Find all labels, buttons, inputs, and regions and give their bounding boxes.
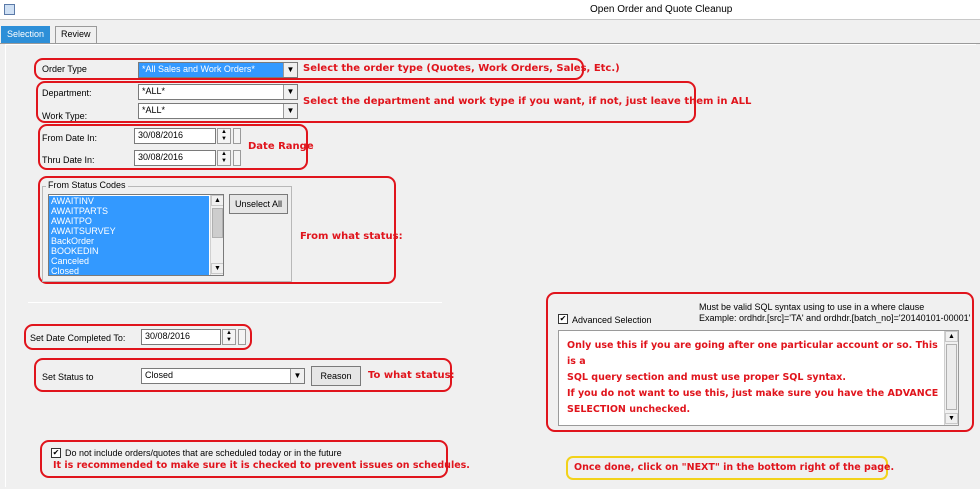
date-completed-calendar-button[interactable] [238, 329, 246, 345]
order-type-annotation: Select the order type (Quotes, Work Orders, Sales, Etc.) [303, 63, 620, 74]
exclude-scheduled-checkbox[interactable]: ✔ [52, 448, 60, 457]
department-select[interactable] [138, 84, 298, 100]
sql-textarea-scrollbar[interactable] [944, 331, 958, 425]
next-note-annotation: Once done, click on "NEXT" in the bottom right of the page. [574, 462, 895, 473]
reason-button[interactable]: Reason [311, 366, 361, 386]
work-type-label: Work Type: [42, 111, 88, 121]
date-completed-input[interactable]: 30/08/2016 [141, 329, 221, 345]
from-date-spinner[interactable]: ▲ ▼ [217, 128, 231, 144]
sql-text-line2: SQL query section and must use proper SQL syntax. [567, 372, 847, 383]
sql-hint-line1: Must be valid SQL syntax using to use in a where clause [699, 302, 925, 312]
set-status-annotation: To what status: [368, 370, 455, 381]
exclude-scheduled-label: Do not include orders/quotes that are scheduled today or in the future [65, 448, 342, 458]
advanced-selection-label: Advanced Selection [572, 315, 652, 325]
title-bar [0, 0, 980, 20]
list-item[interactable]: Canceled [49, 256, 209, 266]
window-title: Open Order and Quote Cleanup [590, 4, 733, 15]
status-list-scrollbar[interactable] [210, 195, 224, 275]
list-item[interactable]: BOOKEDIN [49, 246, 209, 256]
scroll-up-icon[interactable]: ▲ [211, 195, 224, 206]
from-date-calendar-button[interactable] [233, 128, 241, 144]
tab-selection[interactable]: Selection [1, 26, 50, 43]
department-value: *ALL* [142, 86, 166, 96]
set-status-label: Set Status to [42, 372, 94, 382]
tab-bar [0, 20, 980, 44]
date-range-annotation: Date Range [248, 141, 314, 152]
list-item[interactable]: Closed [49, 266, 209, 276]
exclude-scheduled-highlight [40, 440, 448, 478]
chevron-down-icon[interactable]: ▼ [283, 104, 297, 118]
section-divider [28, 302, 442, 303]
sql-text-line4: SELECTION unchecked. [567, 404, 691, 415]
window-icon[interactable] [4, 4, 15, 15]
order-type-value: *All Sales and Work Orders* [142, 64, 255, 74]
order-type-label: Order Type [42, 64, 87, 74]
chevron-down-icon[interactable]: ▼ [283, 63, 297, 77]
date-completed-spinner[interactable]: ▲ ▼ [222, 329, 236, 345]
thru-date-label: Thru Date In: [42, 155, 95, 165]
advanced-selection-checkbox[interactable]: ✔ [559, 314, 567, 323]
order-type-select[interactable] [138, 62, 298, 78]
sql-query-textarea[interactable] [558, 330, 959, 426]
status-codes-title: From Status Codes [48, 180, 126, 190]
scroll-down-icon[interactable]: ▼ [211, 263, 224, 274]
date-completed-label: Set Date Completed To: [30, 333, 126, 343]
sql-hint-line2: Example: ordhdr.[src]='TA' and ordhdr.[batch_no]='20140101-00001' [699, 313, 971, 323]
work-type-select[interactable] [138, 103, 298, 119]
tab-review[interactable]: Review [55, 26, 97, 43]
chevron-down-icon[interactable]: ▼ [283, 85, 297, 99]
list-item[interactable]: AWAITINV [49, 196, 209, 206]
chevron-down-icon[interactable]: ▼ [290, 369, 304, 383]
exclude-scheduled-annotation: It is recommended to make sure it is checked to prevent issues on schedules. [53, 460, 470, 471]
thru-date-calendar-button[interactable] [233, 150, 241, 166]
status-codes-list[interactable] [48, 194, 224, 276]
list-item[interactable]: BackOrder [49, 236, 209, 246]
list-item[interactable]: AWAITPO [49, 216, 209, 226]
list-item[interactable]: AWAITPARTS [49, 206, 209, 216]
unselect-all-button[interactable]: Unselect All [229, 194, 288, 214]
scroll-down-icon[interactable]: ▼ [945, 413, 958, 424]
sql-text-line3: If you do not want to use this, just make sure you have the ADVANCE [567, 388, 939, 399]
set-status-select[interactable] [141, 368, 305, 384]
scroll-up-icon[interactable]: ▲ [945, 331, 958, 342]
department-label: Department: [42, 88, 92, 98]
scroll-track[interactable] [946, 344, 957, 410]
thru-date-spinner[interactable]: ▲ ▼ [217, 150, 231, 166]
from-date-label: From Date In: [42, 133, 98, 143]
work-type-value: *ALL* [142, 105, 166, 115]
thru-date-input[interactable]: 30/08/2016 [134, 150, 216, 166]
department-annotation: Select the department and work type if you want, if not, just leave them in ALL [303, 96, 752, 107]
scroll-thumb[interactable] [212, 208, 223, 238]
set-status-value: Closed [145, 370, 174, 380]
status-codes-annotation: From what status: [300, 231, 403, 242]
sql-text-line1: Only use this if you are going after one particular account or so. This is a [567, 340, 938, 367]
from-date-input[interactable]: 30/08/2016 [134, 128, 216, 144]
list-item[interactable]: AWAITSURVEY [49, 226, 209, 236]
